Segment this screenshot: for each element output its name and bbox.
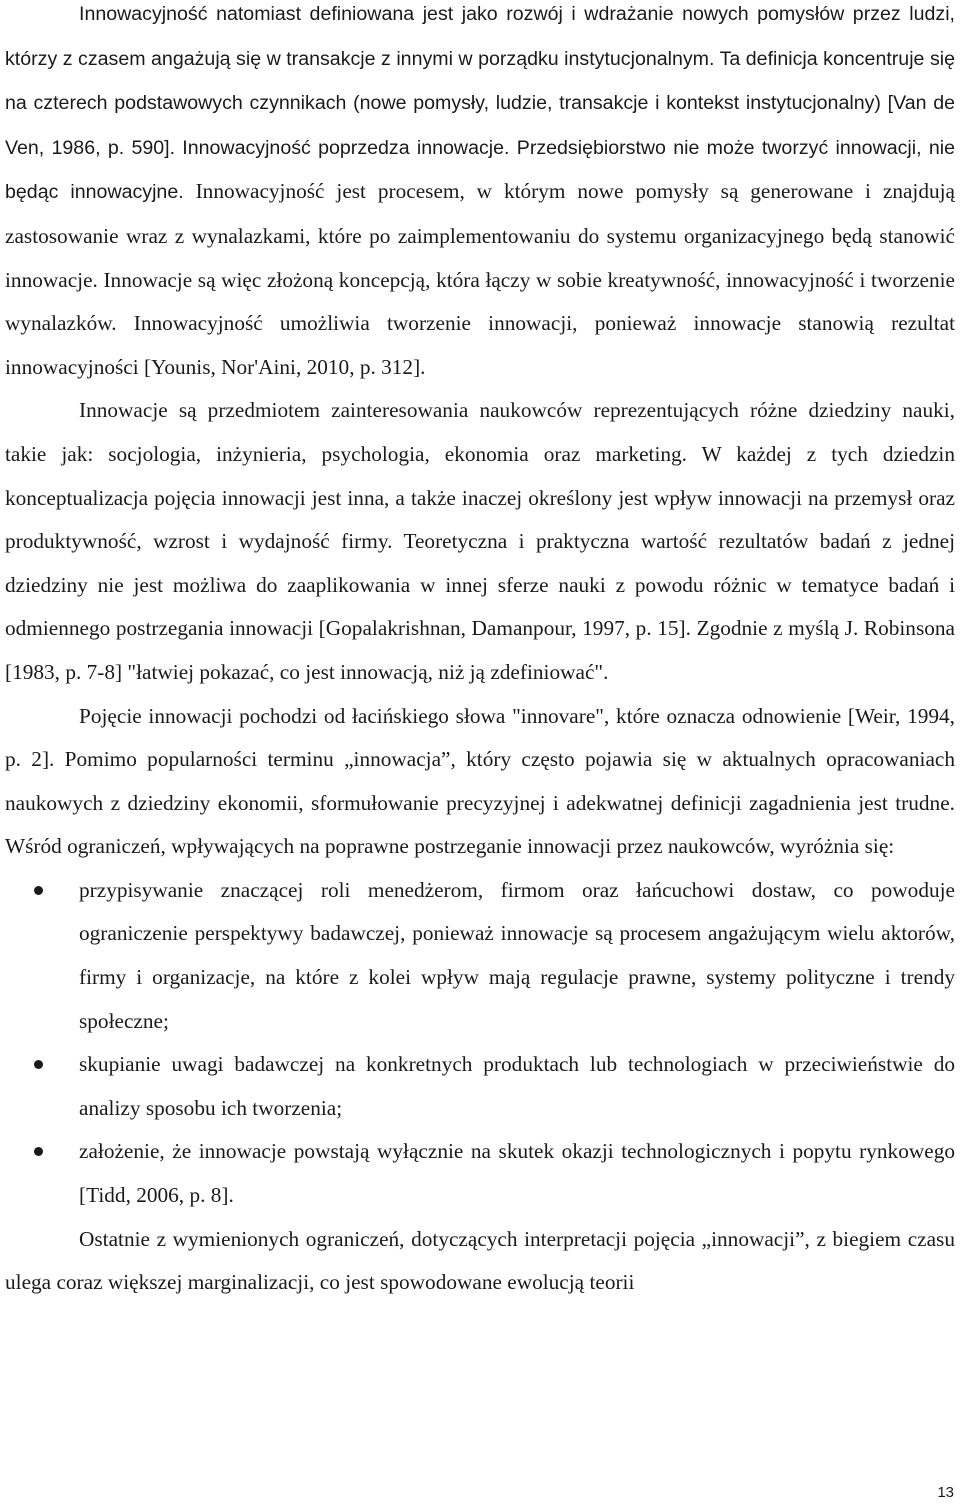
paragraph-segment-serif: Innowacyjność jest procesem, w którym nowe pomysły są generowane i znajdują zastosowanie wraz z wynalazkami, które po zaimplementowaniu do systemu organizacyjnego będą stanowić innowacje.	[5, 179, 956, 292]
bullet-icon	[34, 1060, 43, 1069]
page-number: 13	[937, 1484, 954, 1501]
paragraph-innovation-origin: Pojęcie innowacji pochodzi od łacińskiego słowa "innovare", które oznacza odnowienie [Weir, 1994, p. 2]. Pomimo popularności terminu „innowacja”, który często pojawia się w aktualnych opracowaniach naukowych z dziedziny ekonomii, sformułowanie precyzyjnej i adekwatnej definicji zagadnienia jest trudne. Wśród ograniczeń, wpływających na poprawne postrzeganie innowacji przez naukowców, wyróżnia się:	[5, 703, 955, 859]
list-item	[5, 869, 955, 1043]
list-item	[5, 1130, 955, 1217]
bullet-icon	[34, 1147, 43, 1156]
paragraph-research-fields: Innowacje są przedmiotem zainteresowania naukowców reprezentujących różne dziedziny nauki, takie jak: socjologia, inżynieria, psychologia, ekonomia oraz marketing. W każdej z tych dziedzin konceptualizacja pojęcia innowacji jest inna, a także inaczej określony jest wpływ innowacji na przemysł oraz produktywność, wzrost i wydajność firmy. Teoretyczna i praktyczna wartość rezultatów badań z jednej dziedziny nie jest możliwa do zaaplikowania w innej sferze nauki z powodu różnic w tematyce badań i odmiennego postrzegania innowacji [Gopalakrishnan, Damanpour, 1997, p. 15]. Zgodnie z myślą J. Robinsona [1983, p. 7-8] "łatwiej pokazać, co jest innowacją, niż ją zdefiniować".	[5, 398, 955, 684]
list-item	[5, 1043, 955, 1130]
paragraph-segment-serif-2: Innowacje są więc złożoną koncepcją, która łączy w sobie kreatywność, innowacyjność i tworzenie wynalazków. Innowacyjność umożliwia tworzenie innowacji, ponieważ innowacje stanowią rezultat innowacyjności [Younis, Nor'Aini, 2010, p. 312].	[5, 267, 955, 379]
list-item-text: założenie, że innowacje powstają wyłącznie na skutek okazji technologicznych i popytu rynkowego [Tidd, 2006, p. 8].	[79, 1139, 955, 1208]
list-item-text: skupianie uwagi badawczej na konkretnych produktach lub technologiach w przeciwieństwie do analizy sposobu ich tworzenia;	[79, 1052, 955, 1120]
limitations-list	[5, 869, 955, 1218]
document-page	[5, 0, 955, 1305]
paragraph-innovativeness	[5, 0, 955, 389]
bullet-icon	[34, 886, 43, 895]
list-item-text: przypisywanie znaczącej roli menedżerom, firmom oraz łańcuchowi dostaw, co powoduje ograniczenie perspektywy badawczej, ponieważ innowacje są procesem angażującym wielu aktorów, firmy i organizacje, na które z kolei wpływ mają regulacje prawne, systemy polityczne i trendy społeczne;	[79, 877, 955, 1033]
paragraph-segment-sans: Innowacyjność natomiast definiowana jest jako rozwój i wdrażanie nowych pomysłów przez ludzi, którzy z czasem angażują się w transakcje z innymi w porządku instytucjonalnym. Ta definicja koncentruje się na czterech podstawowych czynnikach (nowe pomysły, ludzie, transakcje i kontekst instytucjonalny) [Van de Ven, 1986, p. 590]. Innowacyjność poprzedza innowacje. Przedsiębiorstwo nie może tworzyć innowacji, nie będąc innowacyjne.	[5, 3, 955, 204]
paragraph-final: Ostatnie z wymienionych ograniczeń, dotyczących interpretacji pojęcia „innowacji”, z biegiem czasu ulega coraz większej marginalizacji, co jest spowodowane ewolucją teorii	[5, 1226, 955, 1295]
